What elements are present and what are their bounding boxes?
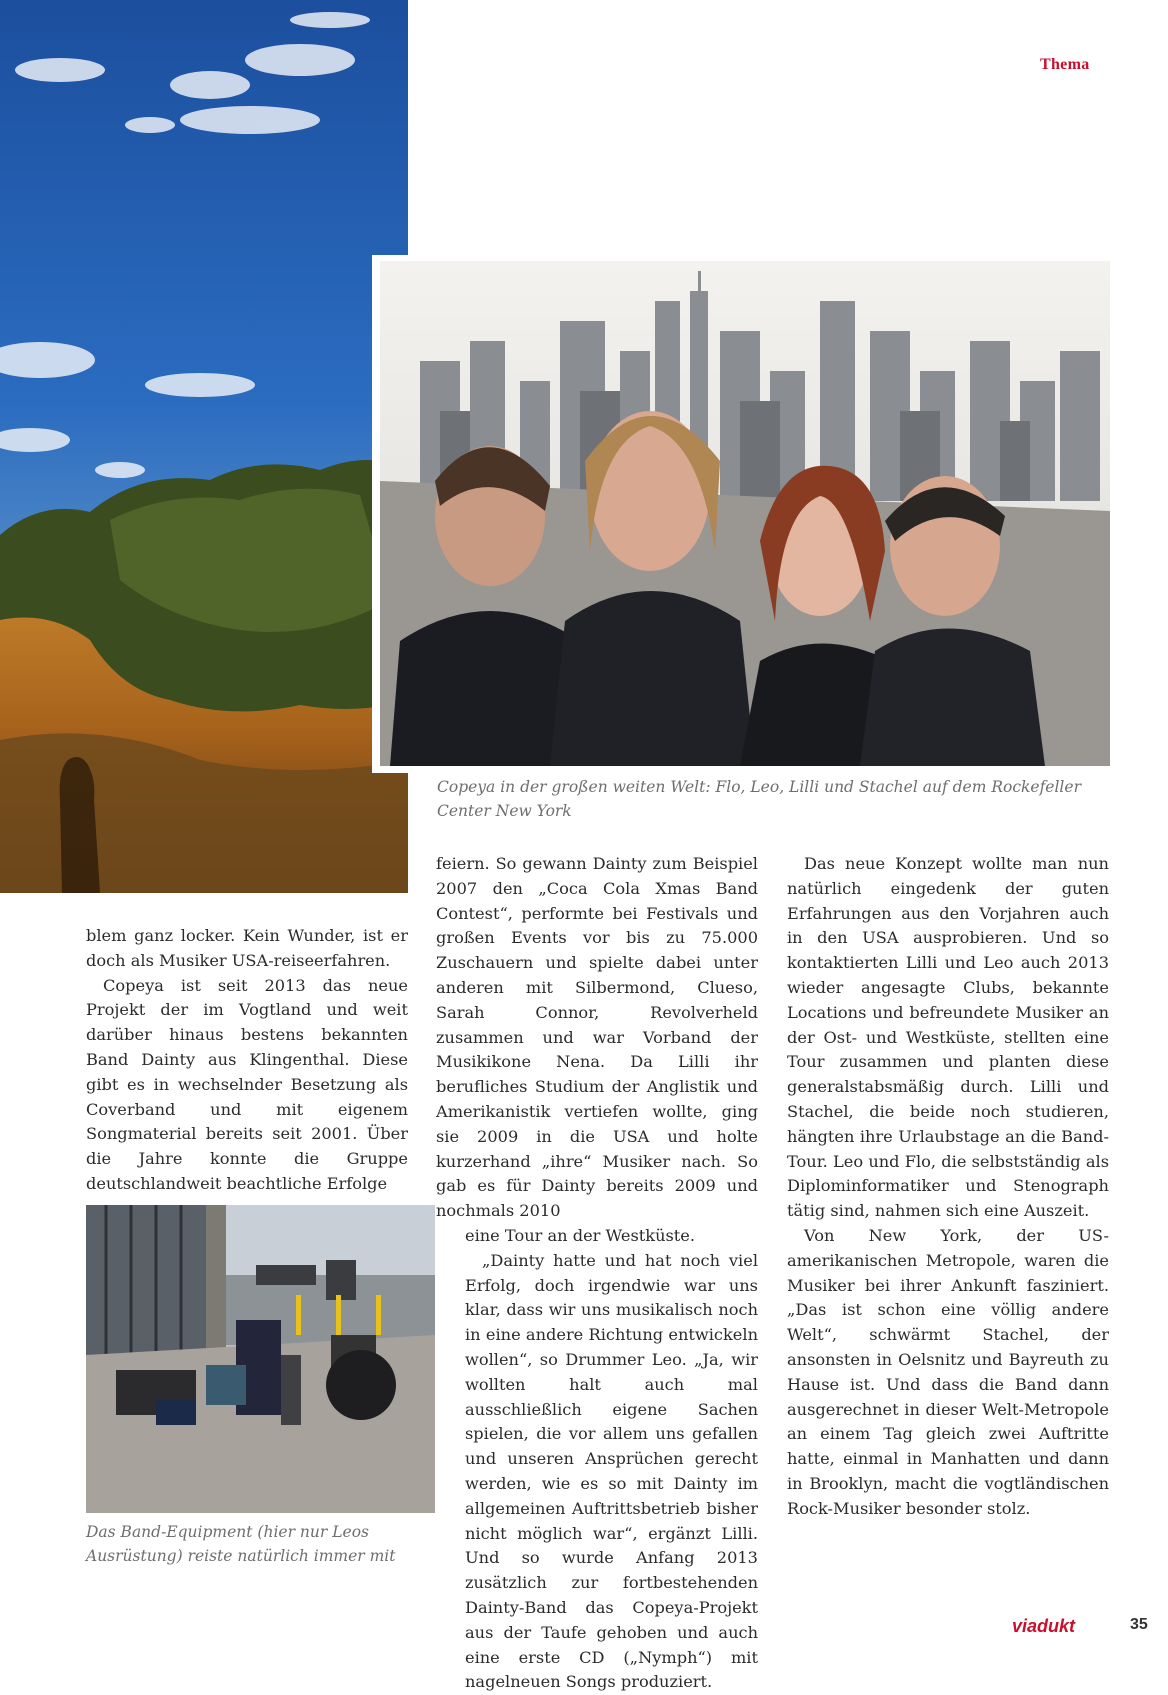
paragraph: Von New York, der US-amerikanischen Metropole, waren die Musiker bei ihrer Ankunft fasziniert. „Das ist schon eine völlig andere Welt“, schwärmt Stachel, der ansonsten in Oelsnitz und Bayreuth zu Hause ist. Und dass die Band dann ausgerechnet in dieser Welt-Metropole an einem Tag gleich zwei Auftritte hatte, einmal in Manhatten und dann in Brooklyn, macht die vogtländischen Rock-Musiker besonder stolz. <box>787 1225 1109 1518</box>
paragraph: Copeya ist seit 2013 das neue Projekt der im Vogtland und weit darüber hinaus bestens bekannten Band Dainty aus Klingenthal. Diese gibt es in wechselnder Besetzung als Coverband und mit eigenem Songmaterial bereits seit 2001. Über die Jahre konnte die Gruppe deutschlandweit beachtliche Erfolge <box>86 975 408 1193</box>
paragraph: „Dainty hatte und hat noch viel Erfolg, doch irgendwie war uns klar, dass wir uns musikalisch noch in eine andere Richtung entwickeln wollen“, so Drummer Leo. „Ja, wir wollten halt auch mal ausschließlich eigene Sachen spielen, die vor allem uns gefallen und unseren Ansprüchen gerecht werden, wie es so mit Dainty im allgemeinen Auftrittsbetrieb bisher nicht möglich war“, ergänzt Lilli. Und so wurde Anfang 2013 zusätzlich zur fortbestehenden Dainty-Band das Copeya-Projekt aus der Taufe gehoben und auch eine erste CD („Nymph“) mit nagelneuen Songs produziert. <box>465 1250 758 1692</box>
landscape-illustration <box>0 0 408 893</box>
article-column-3 <box>787 852 1109 1522</box>
article-column-1 <box>86 924 408 1197</box>
equipment-photo-caption: Das Band-Equipment (hier nur Leos Ausrüstung) reiste natürlich immer mit <box>86 1523 396 1565</box>
nyc-group-photo <box>380 261 1110 766</box>
paragraph: eine Tour an der Westküste. <box>465 1225 696 1245</box>
page-number: 35 <box>1130 1616 1148 1633</box>
nyc-photo-caption: Copeya in der großen weiten Welt: Flo, Leo, Lilli und Stachel auf dem Rockefeller Center New York <box>437 778 1081 820</box>
landscape-photo <box>0 0 408 893</box>
section-label: Thema <box>1040 56 1090 73</box>
magazine-brand: viadukt <box>1012 1616 1076 1636</box>
equipment-illustration <box>86 1205 435 1513</box>
paragraph: Das neue Konzept wollte man nun natürlich eingedenk der guten Erfahrungen aus den Vorjahren auch in den USA ausprobieren. Und so kontaktierten Lilli und Leo auch 2013 wieder angesagte Clubs, bekannte Locations und befreundete Musiker an der Ost- und Westküste, stellten eine Tour zusammen und planten diese generalstabsmäßig durch. Lilli und Stachel, die beide noch studieren, hängten ihre Urlaubstage an die Band-Tour. Leo und Flo, die selbstständig als Diplominformatiker und Stenograph tätig sind, nahmen sich eine Auszeit. <box>787 854 1109 1221</box>
paragraph: feiern. So gewann Dainty zum Beispiel 2007 den „Coca Cola Xmas Band Contest“, performte bei Festivals und großen Events vor bis zu 75.000 Zuschauern und spielte dabei unter anderen mit Silbermond, Clueso, Sarah Connor, Revolverheld zusammen und war Vorband der Musikikone Nena. Da Lilli ihr berufliches Studium der Anglistik und Amerikanistik vertiefen wollte, ging sie 2009 in die USA und holte kurzerhand „ihre“ Musiker nach. So gab es für Dainty bereits 2009 und nochmals 2010 <box>436 854 758 1221</box>
equipment-photo <box>86 1205 435 1513</box>
article-column-2 <box>436 852 758 1695</box>
paragraph: blem ganz locker. Kein Wunder, ist er doch als Musiker USA-reiseerfahren. <box>86 926 408 970</box>
nyc-illustration <box>380 261 1110 766</box>
narrow-text-block <box>465 1224 758 1695</box>
